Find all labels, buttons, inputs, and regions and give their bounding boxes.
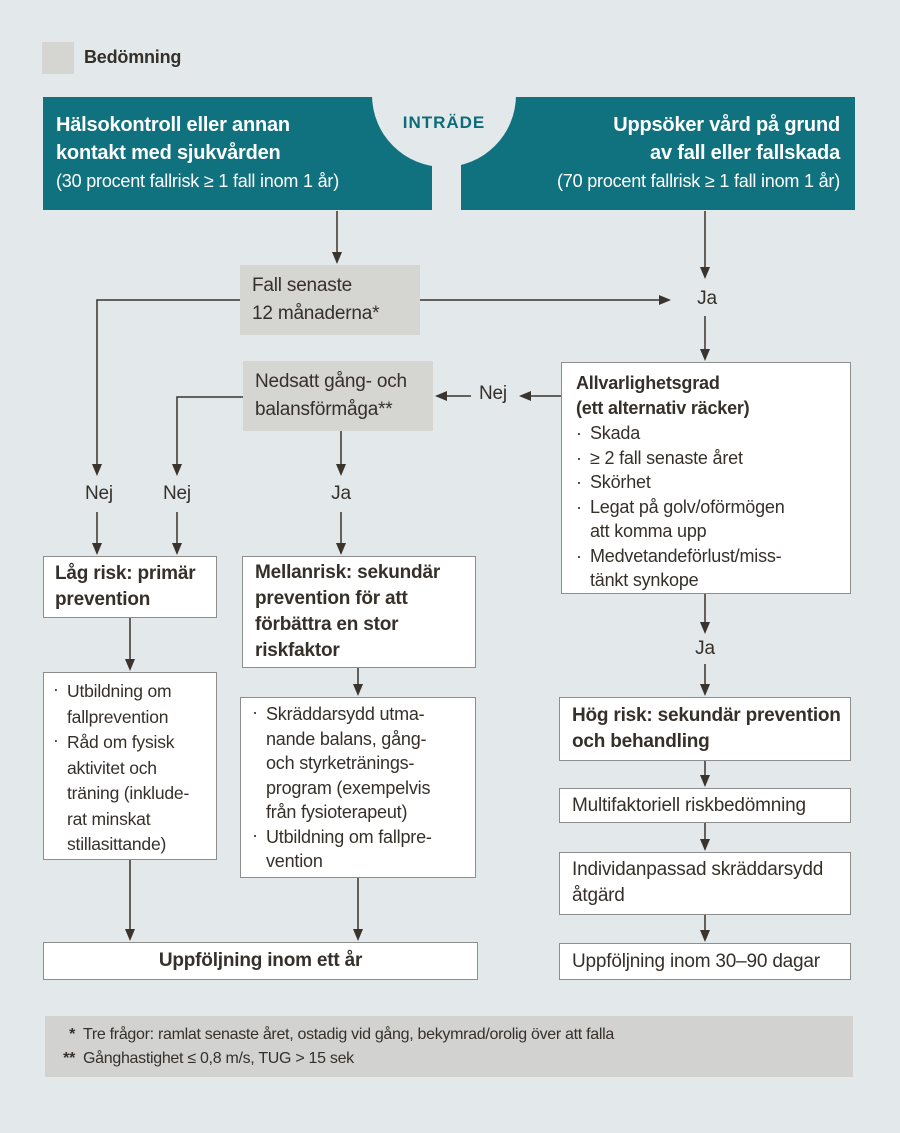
- footnote-row-2: [45, 1047, 853, 1071]
- label-nej-left: Nej: [85, 483, 113, 504]
- box-individanpassad-text: Individanpassad skräddarsydd åtgärd: [572, 859, 824, 906]
- box-hog-risk-text: Hög risk: sekundär prevention och behandling: [572, 705, 841, 752]
- box-uppfoljning-30-90: [559, 943, 851, 980]
- label-ja-after-fall: Ja: [697, 288, 717, 309]
- entry-box-seeks-care: [461, 97, 855, 210]
- label-ja-balance: Ja: [331, 483, 351, 504]
- box-mellanrisk-text: Mellanrisk: sekundär prevention för att förbättra en stor riskfaktor: [255, 562, 441, 661]
- box-allvarlighetsgrad-title: Allvarlighetsgrad (ett alternativ räcker): [576, 373, 750, 418]
- entry-label: INTRÄDE: [402, 113, 486, 132]
- box-fall-senaste: [240, 265, 420, 335]
- box-mellanrisk: [242, 556, 476, 668]
- entry-box-seeks-care-subtitle: (70 procent fallrisk ≥ 1 fall inom 1 år): [557, 171, 840, 191]
- box-skraddarsydd-items: · Skräddarsydd utma- nande balans, gång- och styrketränings- program (exempelvis från fysioterapeut) · Utbildning om fallpre- vention: [252, 702, 432, 871]
- box-fall-senaste-text: Fall senaste 12 månaderna*: [252, 275, 380, 324]
- entry-box-seeks-care-title: Uppsöker vård på grund av fall eller fallskada: [613, 114, 840, 164]
- label-nej-severity: Nej: [479, 383, 507, 404]
- box-individanpassad: [559, 852, 851, 915]
- box-allvarlighetsgrad-items: · Skada · ≥ 2 fall senaste året · Skörhet · Legat på golv/oförmögen att komma upp · Medvetandeförlust/miss- tänkt synkope: [576, 423, 785, 590]
- box-allvarlighetsgrad: [561, 362, 851, 594]
- footnote-box: [45, 1016, 853, 1077]
- label-ja-severity: Ja: [695, 638, 715, 659]
- footnote-text-1: Tre frågor: ramlat senaste året, ostadig vid gång, bekymrad/orolig över att falla: [83, 1026, 614, 1043]
- footnote-marker-1: *: [69, 1026, 75, 1043]
- box-utbildning-items: · Utbildning om fallprevention · Råd om fysisk aktivitet och träning (inklude- rat minskat stillasittande): [53, 679, 190, 854]
- footnote-row-1: [45, 1023, 853, 1047]
- box-multifaktoriell: [559, 788, 851, 823]
- entry-notch-circle: [372, 23, 516, 167]
- box-uppfoljning-ett-ar-text: Uppföljning inom ett år: [158, 950, 363, 971]
- footnote-text-2: Gånghastighet ≤ 0,8 m/s, TUG > 15 sek: [83, 1050, 354, 1067]
- box-nedsatt-gang-text: Nedsatt gång- och balansförmåga**: [255, 371, 407, 420]
- label-nej-middle: Nej: [163, 483, 191, 504]
- box-hog-risk: [559, 697, 851, 761]
- footnote-marker-2: **: [63, 1050, 75, 1067]
- box-uppfoljning-ett-ar: [43, 942, 478, 980]
- legend-swatch: [42, 42, 74, 74]
- box-utbildning-atgarder: [43, 672, 217, 860]
- box-skraddarsydd-atgarder: [240, 697, 476, 878]
- box-lag-risk: [43, 556, 217, 618]
- legend-label: Bedömning: [84, 47, 182, 67]
- box-uppfoljning-30-90-text: Uppföljning inom 30–90 dagar: [572, 950, 820, 972]
- entry-box-healthcheck-title: Hälsokontroll eller annan kontakt med sjukvården: [56, 114, 290, 164]
- entry-box-healthcheck-subtitle: (30 procent fallrisk ≥ 1 fall inom 1 år): [56, 171, 339, 191]
- box-lag-risk-text: Låg risk: primär prevention: [55, 563, 196, 610]
- box-nedsatt-gang: [243, 361, 433, 431]
- box-multifaktoriell-text: Multifaktoriell riskbedömning: [572, 794, 806, 816]
